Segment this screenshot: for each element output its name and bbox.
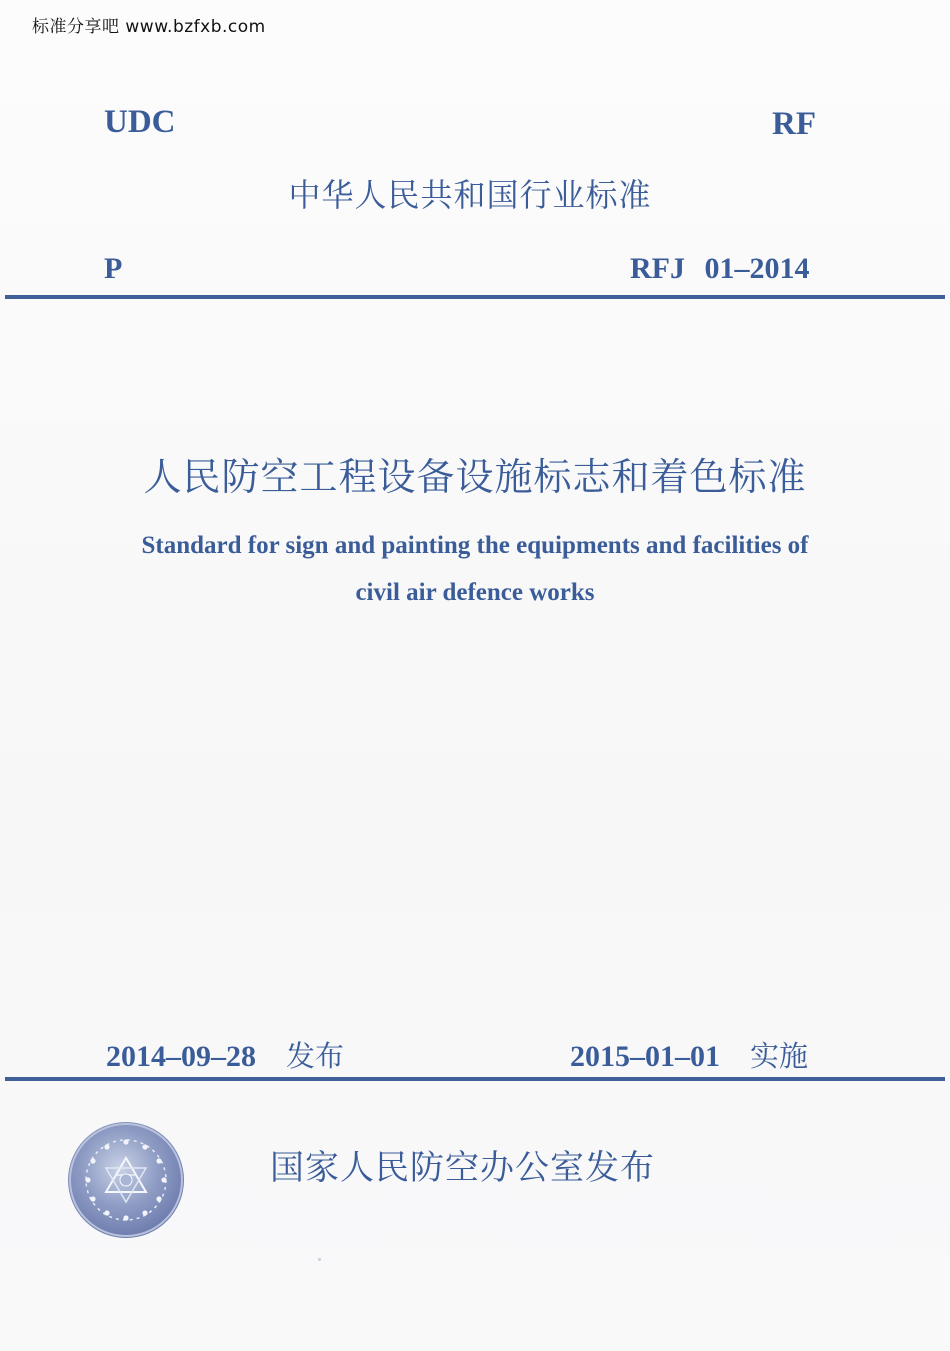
classification-label: P [104, 252, 123, 285]
standard-number: RFJ 01–2014 [630, 252, 810, 285]
implementation-label: 实施 [750, 1039, 809, 1073]
chinese-title: 人民防空工程设备设施标志和着色标准 [143, 455, 807, 499]
standard-type-text: 中华人民共和国行业标准 [288, 176, 652, 214]
publisher-name: 国家人民防空办公室发布 [270, 1148, 655, 1188]
english-title [60, 522, 890, 616]
issue-date: 2014–09–28 [106, 1040, 256, 1073]
udc-label: UDC [104, 104, 176, 140]
issue-label: 发布 [286, 1039, 345, 1073]
paper-speck [318, 1258, 321, 1261]
implementation-date-block [570, 1034, 808, 1075]
implementation-date: 2015–01–01 [570, 1040, 720, 1073]
top-divider [5, 295, 945, 299]
category-code: RF [772, 106, 816, 142]
publisher-seal-icon [66, 1120, 186, 1240]
bottom-divider [5, 1077, 945, 1081]
issue-date-block [106, 1034, 344, 1075]
watermark-text: 标准分享吧 www.bzfxb.com [32, 17, 266, 37]
english-title-line-2: civil air defence works [355, 579, 595, 606]
english-title-line-1: Standard for sign and painting the equipments and facilities of [141, 532, 809, 559]
standard-type-heading [0, 170, 950, 216]
